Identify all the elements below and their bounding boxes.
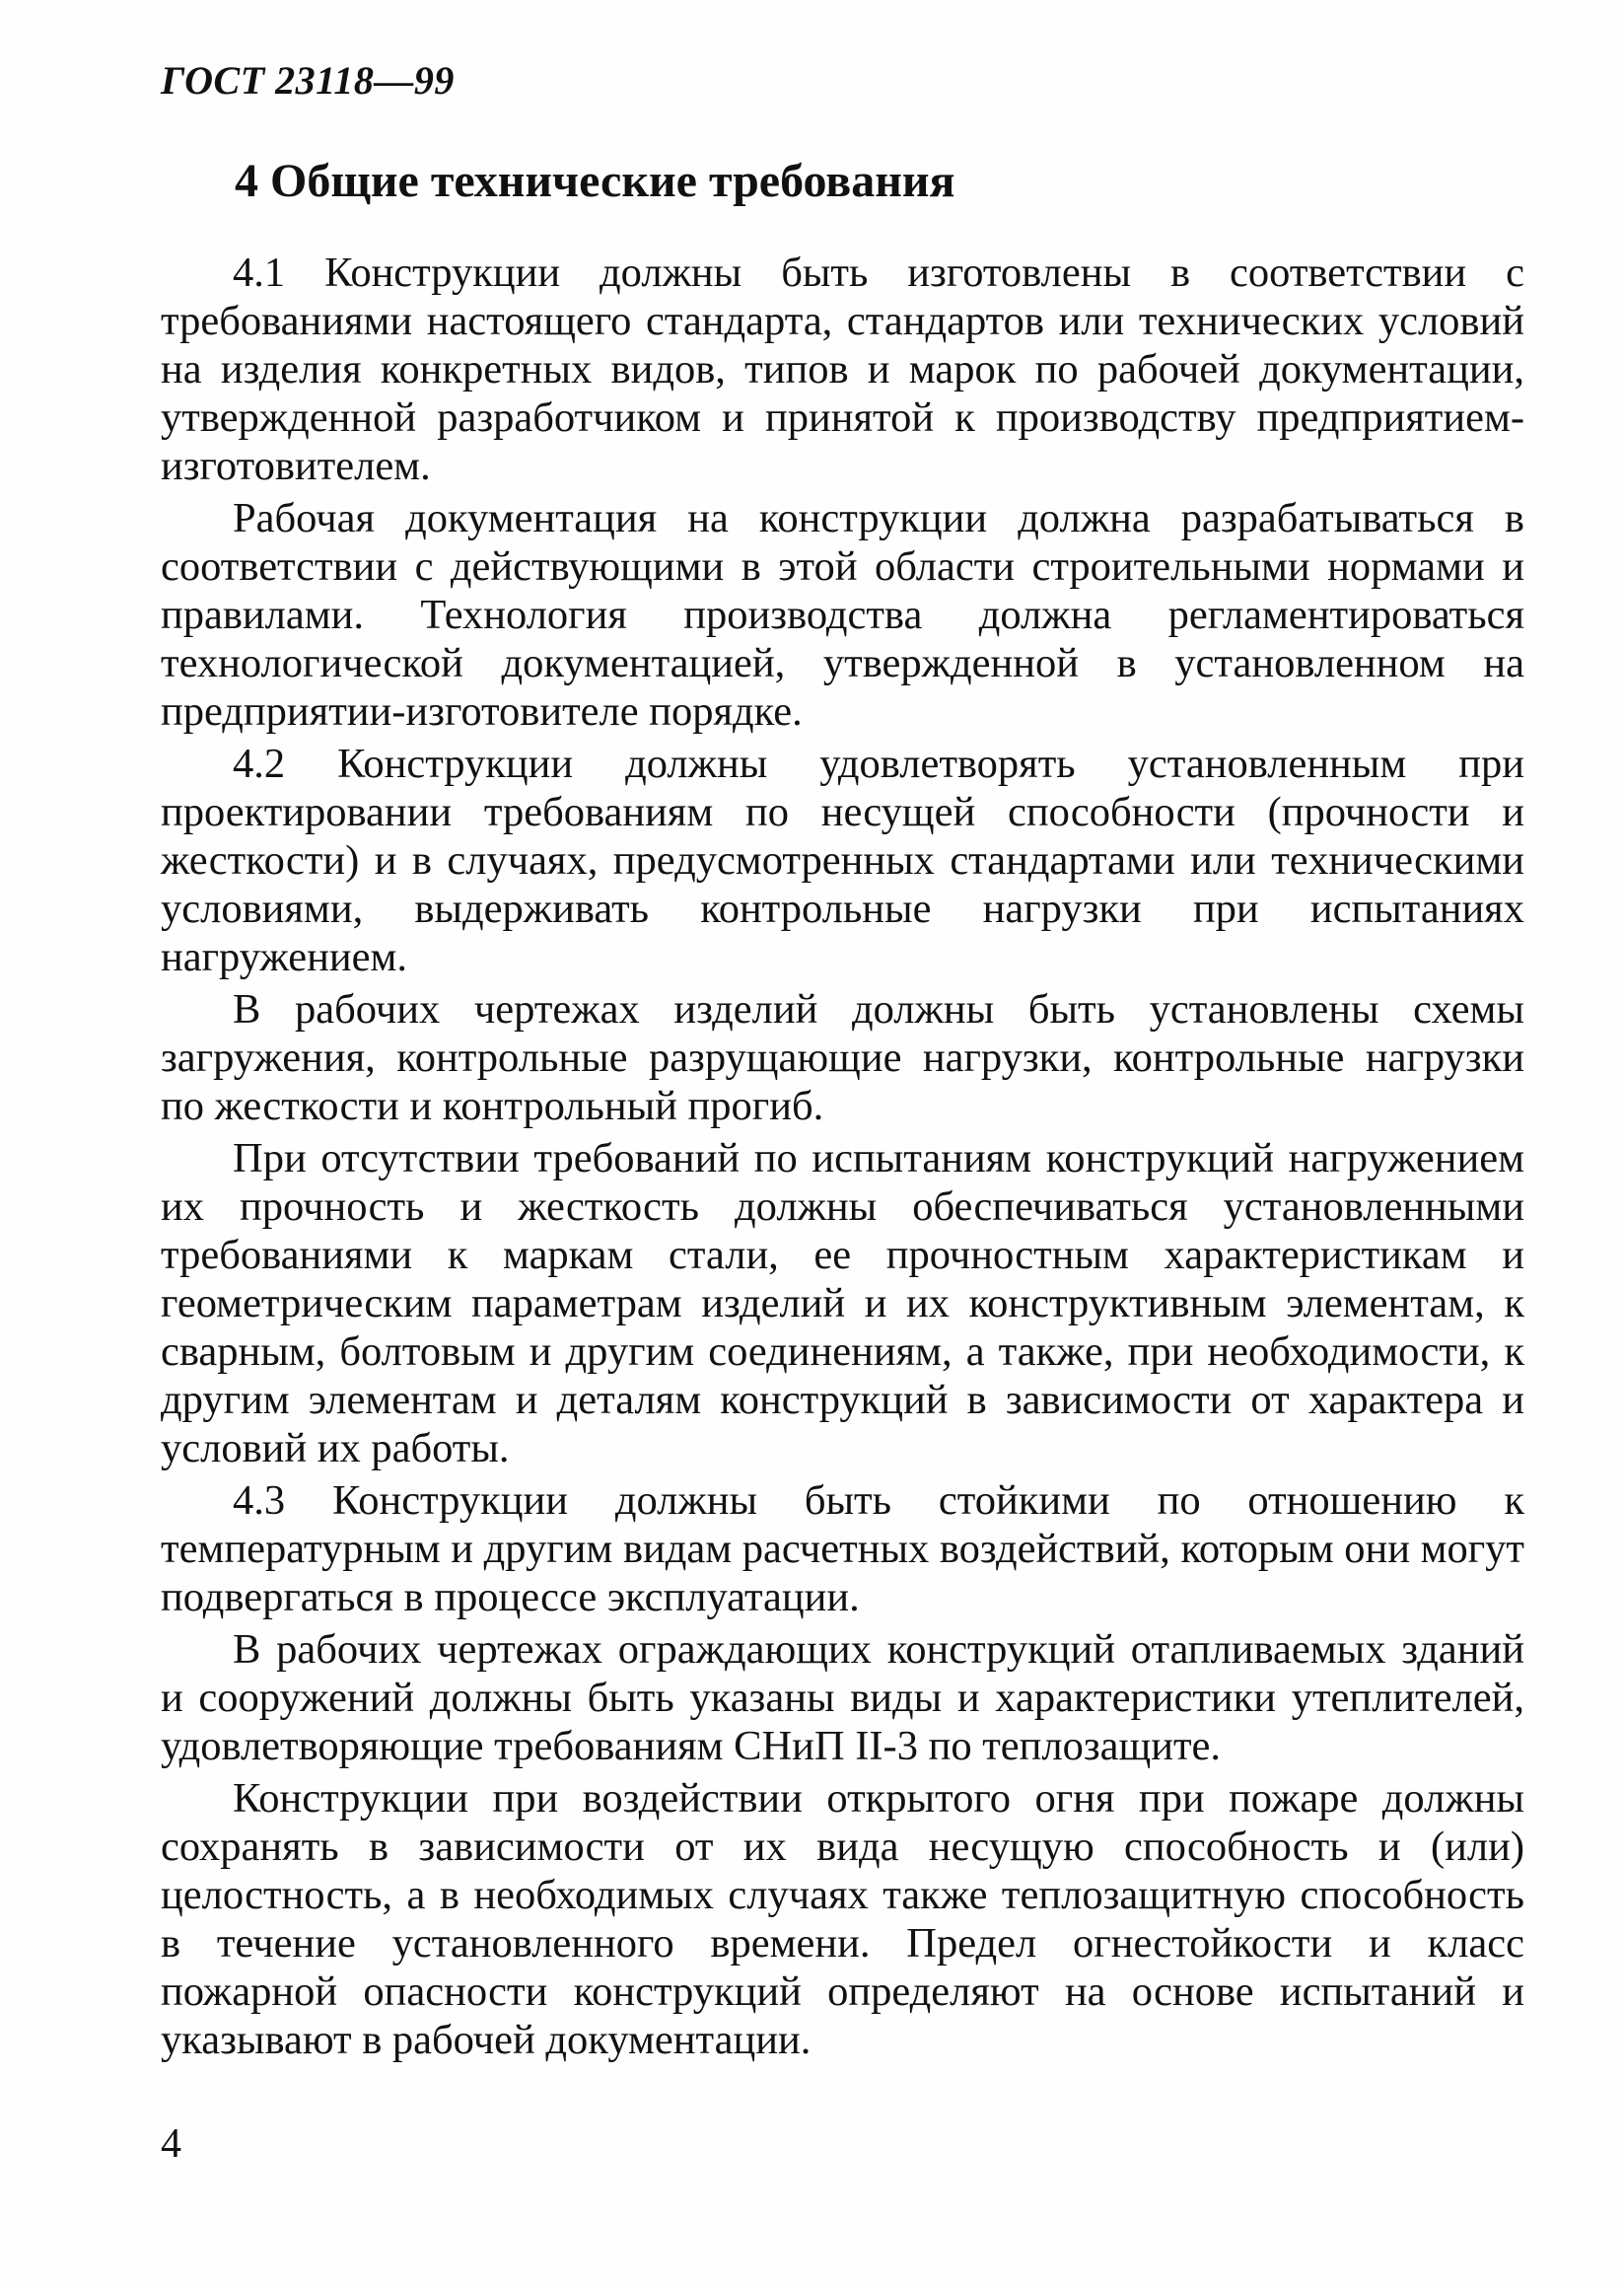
paragraph-insulation: В рабочих чертежах ограждающих конструкций отапливаемых зданий и сооружений должны быть указаны виды и характеристики утеплителей, удовлетворяющие требованиям СНиП II-3 по теплозащите. <box>161 1626 1524 1769</box>
paragraph-strength-requirements: При отсутствии требований по испытаниям конструкций нагружением их прочность и жесткость должны обеспечиваться установленными требованиями к маркам стали, ее прочностным характеристикам и геометрическим параметрам изделий и их конструктивным элементам, к сварным, болтовым и другим соединениям, а также, при необходимости, к другим элементам и деталям конструкций в зависимости от характера и условий их работы. <box>161 1135 1524 1471</box>
section-title: 4 Общие технические требования <box>235 155 955 207</box>
section-body <box>161 249 1524 2068</box>
paragraph-working-docs: Рабочая документация на конструкции должна разрабатываться в соответствии с действующими в этой области строительными нормами и правилами. Технология производства должна регламентироваться технологической документацией, утвержденной в установленном на предприятии-изготовителе порядке. <box>161 495 1524 735</box>
paragraph-4-3: 4.3 Конструкции должны быть стойкими по отношению к температурным и другим видам расчетных воздействий, которым они могут подвергаться в процессе эксплуатации. <box>161 1477 1524 1620</box>
page-number: 4 <box>161 2121 181 2167</box>
document-code: ГОСТ 23118—99 <box>161 58 455 103</box>
paragraph-4-2: 4.2 Конструкции должны удовлетворять установленным при проектировании требованиям по несущей способности (прочности и жесткости) и в случаях, предусмотренных стандартами или техническими условиями, выдерживать контрольные нагрузки при испытаниях нагружением. <box>161 741 1524 980</box>
paragraph-fire-resistance: Конструкции при воздействии открытого огня при пожаре должны сохранять в зависимости от их вида несущую способность и (или) целостность, а в необходимых случаях также теплозащитную способность в течение установленного времени. Предел огнестойкости и класс пожарной опасности конструкций определяют на основе испытаний и указывают в рабочей документации. <box>161 1775 1524 2063</box>
paragraph-loading-schemes: В рабочих чертежах изделий должны быть установлены схемы загружения, контрольные разрущающие нагрузки, контрольные нагрузки по жесткости и контрольный прогиб. <box>161 986 1524 1129</box>
paragraph-4-1: 4.1 Конструкции должны быть изготовлены в соответствии с требованиями настоящего стандарта, стандартов или технических условий на изделия конкретных видов, типов и марок по рабочей документации, утвержденной разработчиком и принятой к производству предприятием-изготовителем. <box>161 250 1524 489</box>
